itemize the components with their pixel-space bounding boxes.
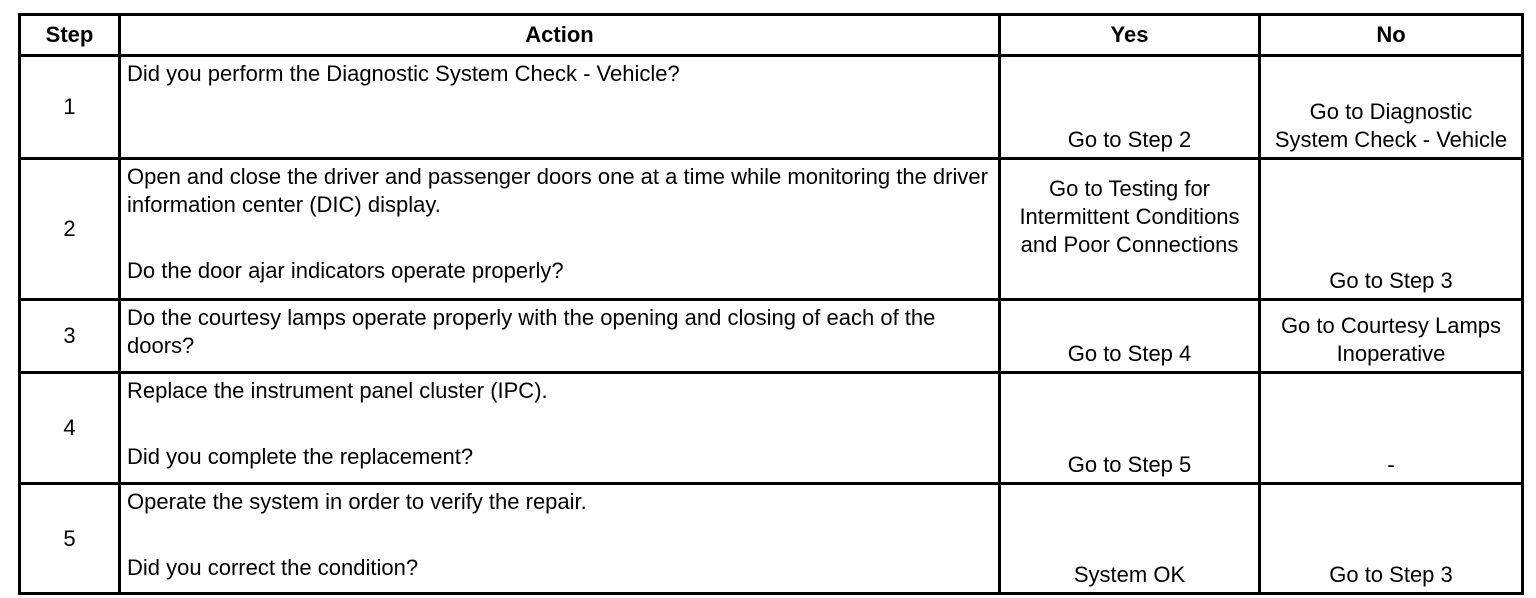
yes-outcome: System OK bbox=[1073, 562, 1186, 587]
no-outcome: Go to Step 3 bbox=[1329, 562, 1453, 587]
yes-outcome: Go to Testing for Intermittent Conditions and Poor Connections bbox=[1019, 176, 1240, 257]
yes-cell bbox=[1000, 373, 1260, 484]
action-text: Open and close the driver and passenger doors one at a time while monitoring the driver information center (DIC) display. bbox=[127, 164, 988, 217]
no-cell bbox=[1260, 300, 1523, 373]
no-cell bbox=[1260, 56, 1523, 159]
table-row bbox=[20, 56, 1523, 159]
step-number: 3 bbox=[20, 300, 120, 373]
action-text: Do the courtesy lamps operate properly with the opening and closing of each of the doors? bbox=[127, 305, 936, 358]
no-cell bbox=[1260, 159, 1523, 300]
no-outcome: - bbox=[1387, 452, 1395, 477]
step-number: 2 bbox=[20, 159, 120, 300]
header-yes: Yes bbox=[1000, 15, 1260, 56]
yes-cell bbox=[1000, 56, 1260, 159]
yes-cell bbox=[1000, 300, 1260, 373]
action-text: Replace the instrument panel cluster (IPC). bbox=[127, 378, 548, 403]
yes-cell bbox=[1000, 484, 1260, 594]
no-cell bbox=[1260, 484, 1523, 594]
yes-outcome: Go to Step 4 bbox=[1067, 341, 1192, 366]
table-row bbox=[20, 484, 1523, 594]
no-outcome: Go to Courtesy Lamps Inoperative bbox=[1280, 313, 1502, 366]
table-row bbox=[20, 159, 1523, 300]
yes-outcome: Go to Step 5 bbox=[1067, 452, 1192, 477]
action-question: Do the door ajar indicators operate properly? bbox=[127, 258, 564, 283]
action-cell bbox=[120, 159, 1000, 300]
header-step: Step bbox=[20, 15, 120, 56]
no-outcome: Go to Diagnostic System Check - Vehicle bbox=[1274, 99, 1508, 152]
action-cell bbox=[120, 373, 1000, 484]
no-outcome: Go to Step 3 bbox=[1329, 268, 1453, 293]
yes-outcome: Go to Step 2 bbox=[1067, 127, 1192, 152]
step-number: 4 bbox=[20, 373, 120, 484]
no-cell bbox=[1260, 373, 1523, 484]
step-number: 1 bbox=[20, 56, 120, 159]
action-text: Operate the system in order to verify the repair. bbox=[127, 489, 587, 514]
action-question: Did you correct the condition? bbox=[127, 555, 419, 580]
action-cell bbox=[120, 484, 1000, 594]
table-row bbox=[20, 300, 1523, 373]
header-action: Action bbox=[120, 15, 1000, 56]
action-question: Did you complete the replacement? bbox=[127, 444, 474, 469]
diagnostic-table bbox=[18, 13, 1524, 595]
action-text: Did you perform the Diagnostic System Check - Vehicle? bbox=[127, 61, 680, 86]
header-row bbox=[20, 15, 1523, 56]
action-cell bbox=[120, 300, 1000, 373]
header-no: No bbox=[1260, 15, 1523, 56]
step-number: 5 bbox=[20, 484, 120, 594]
table-row bbox=[20, 373, 1523, 484]
yes-cell bbox=[1000, 159, 1260, 300]
action-cell bbox=[120, 56, 1000, 159]
